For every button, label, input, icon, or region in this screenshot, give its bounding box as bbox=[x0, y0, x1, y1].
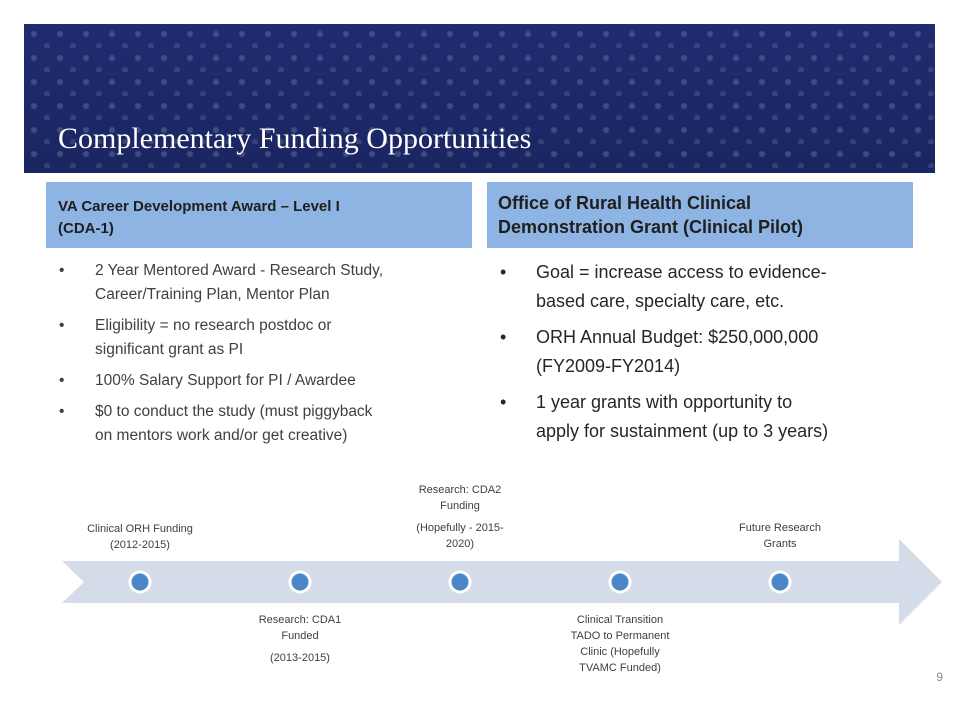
milestone-label-4 bbox=[540, 612, 700, 676]
bullet-text-line1: $0 to conduct the study (must piggyback bbox=[95, 403, 373, 420]
milestone-text: TVAMC Funded) bbox=[579, 662, 661, 674]
bullet-text-line1: 2 Year Mentored Award - Research Study, bbox=[95, 262, 384, 279]
timeline-node-1 bbox=[130, 572, 150, 592]
timeline-node-2 bbox=[290, 572, 310, 592]
milestone-text: Clinical ORH Funding bbox=[87, 523, 193, 535]
milestone-text: (2013-2015) bbox=[270, 652, 330, 664]
bullet-text-line2: Career/Training Plan, Mentor Plan bbox=[95, 286, 330, 303]
milestone-text: Grants bbox=[763, 538, 797, 550]
bullet-icon: • bbox=[59, 403, 65, 420]
milestone-text: (2012-2015) bbox=[110, 539, 170, 551]
bullet-text-line1: 1 year grants with opportunity to bbox=[536, 392, 793, 412]
timeline-node-3 bbox=[450, 572, 470, 592]
milestone-text: Clinic (Hopefully bbox=[580, 646, 660, 658]
milestone-label-2 bbox=[220, 612, 380, 666]
milestone-text: Funding bbox=[440, 500, 480, 512]
bullet-text-line2: on mentors work and/or get creative) bbox=[95, 427, 348, 444]
milestone-text: Research: CDA2 bbox=[418, 484, 502, 496]
bullet-text-line1: ORH Annual Budget: $250,000,000 bbox=[536, 327, 819, 347]
bullet-icon: • bbox=[59, 317, 65, 334]
bullet-icon: • bbox=[59, 262, 65, 279]
bullet-text-line2: based care, specialty care, etc. bbox=[536, 291, 785, 311]
milestone-label-5 bbox=[700, 520, 860, 552]
bullet-text-line1: 100% Salary Support for PI / Awardee bbox=[95, 372, 356, 389]
milestone-label-3 bbox=[380, 482, 540, 552]
milestone-text: (Hopefully - 2015- bbox=[416, 522, 504, 534]
slide-title: Complementary Funding Opportunities bbox=[58, 122, 532, 155]
bullet-text-line2: apply for sustainment (up to 3 years) bbox=[536, 421, 829, 441]
bullet-text-line2: (FY2009-FY2014) bbox=[536, 356, 681, 376]
bullet-icon: • bbox=[500, 327, 507, 347]
bullet-icon: • bbox=[500, 392, 507, 412]
bullet-text-line2: significant grant as PI bbox=[95, 341, 244, 358]
bullet-icon: • bbox=[59, 372, 65, 389]
right-header-line1: Office of Rural Health Clinical bbox=[498, 193, 752, 213]
timeline-node-4 bbox=[610, 572, 630, 592]
milestone-text: Funded bbox=[281, 630, 319, 642]
bullet-text-line1: Goal = increase access to evidence- bbox=[536, 262, 827, 282]
timeline-node-5 bbox=[770, 572, 790, 592]
left-header-line2: (CDA-1) bbox=[58, 220, 114, 237]
left-header-line1: VA Career Development Award – Level I bbox=[58, 198, 340, 215]
milestone-text: 2020) bbox=[445, 538, 475, 550]
milestone-label-1 bbox=[60, 521, 220, 553]
milestone-text: Research: CDA1 bbox=[258, 614, 342, 626]
milestone-text: Clinical Transition bbox=[576, 614, 664, 626]
bullet-icon: • bbox=[500, 262, 507, 282]
bullet-text-line1: Eligibility = no research postdoc or bbox=[95, 317, 332, 334]
milestone-text: Future Research bbox=[739, 522, 821, 534]
right-header-line2: Demonstration Grant (Clinical Pilot) bbox=[498, 217, 804, 237]
milestone-text: TADO to Permanent bbox=[570, 630, 670, 642]
page-number: 9 bbox=[936, 670, 943, 684]
